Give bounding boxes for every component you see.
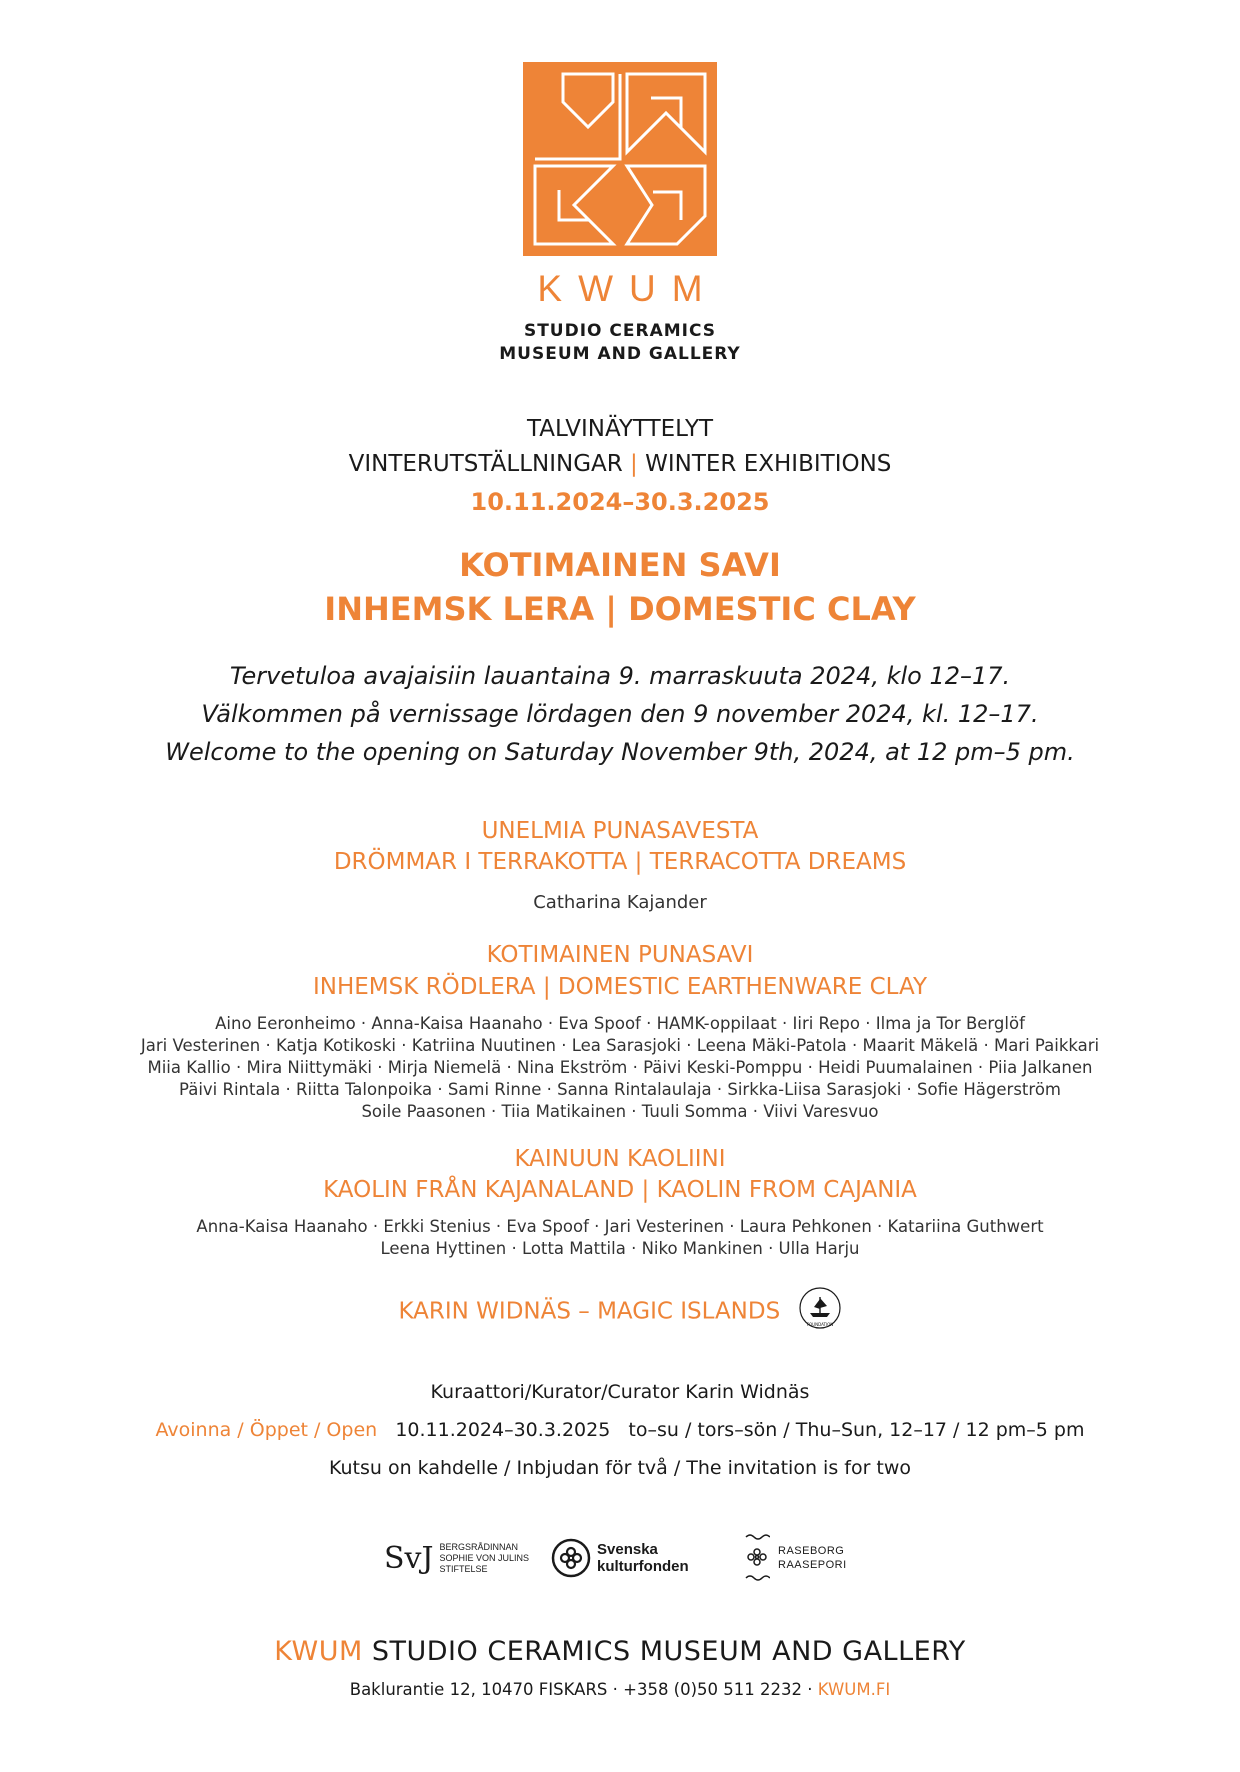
logo bbox=[0, 62, 1240, 260]
seal-text: FOUNDATION bbox=[806, 1322, 833, 1327]
header-english: WINTER EXHIBITIONS bbox=[645, 451, 892, 477]
open-hours: to–su / tors–sön / Thu–Sun, 12–17 / 12 pm–5 pm bbox=[628, 1419, 1085, 1441]
julins-line-2: SOPHIE VON JULINS bbox=[439, 1552, 530, 1563]
raseborg-line-1: RASEBORG bbox=[778, 1545, 845, 1557]
julins-logo-mark: SvJ bbox=[384, 1540, 434, 1576]
exhibition-3-artists-1: Anna-Kaisa Haanaho · Erkki Stenius · Eva Spoof · Jari Vesterinen · Laura Pehkonen · Katariina Guthwert bbox=[196, 1217, 1044, 1236]
ship-seal-icon bbox=[798, 1286, 842, 1330]
raseborg-icon bbox=[744, 1532, 770, 1584]
header-separator: | bbox=[630, 451, 638, 477]
raseborg-line-2: RAASEPORI bbox=[778, 1559, 847, 1571]
welcome-en: Welcome to the opening on Saturday November 9th, 2024, at 12 pm–5 pm. bbox=[165, 738, 1075, 766]
footer-title-rest: STUDIO CERAMICS MUSEUM AND GALLERY bbox=[371, 1636, 966, 1667]
open-dates: 10.11.2024–30.3.2025 bbox=[395, 1419, 611, 1441]
julins-line-1: BERGSRÅDINNAN bbox=[439, 1541, 519, 1552]
exhibition-4-title: KARIN WIDNÄS – MAGIC ISLANDS bbox=[398, 1298, 781, 1325]
logo-subtitle-1: STUDIO CERAMICS bbox=[523, 321, 717, 341]
exhibition-2-artists-2: Jari Vesterinen · Katja Kotikoski · Katriina Nuutinen · Lea Sarasjoki · Leena Mäki-Patola · Maarit Mäkelä · Mari Paikkari bbox=[140, 1036, 1100, 1055]
sponsor-raseborg bbox=[744, 1532, 847, 1584]
exhibition-2-title-1: KOTIMAINEN PUNASAVI bbox=[486, 942, 754, 968]
header-swedish: VINTERUTSTÄLLNINGAR bbox=[348, 451, 623, 477]
footer-address-line bbox=[0, 1680, 1240, 1699]
exhibition-2-artists-3: Miia Kallio · Mira Niittymäki · Mirja Niemelä · Nina Ekström · Päivi Keski-Pomppu · Heidi Puumalainen · Piia Jalkanen bbox=[147, 1058, 1093, 1077]
exhibition-1-title-1: UNELMIA PUNASAVESTA bbox=[481, 818, 759, 844]
footer-brand: KWUM bbox=[274, 1636, 363, 1667]
open-label: Avoinna / Öppet / Open bbox=[155, 1419, 378, 1441]
exhibition-dates: 10.11.2024–30.3.2025 bbox=[470, 488, 770, 516]
curator: Kuraattori/Kurator/Curator Karin Widnäs bbox=[430, 1381, 810, 1403]
kwum-logo-mark bbox=[523, 62, 717, 256]
footer-title bbox=[0, 1636, 1240, 1667]
main-title-1: KOTIMAINEN SAVI bbox=[459, 546, 781, 584]
footer-address: Baklurantie 12, 10470 FISKARS · +358 (0)50 511 2232 · bbox=[349, 1680, 813, 1699]
kulturfonden-line-2: kulturfonden bbox=[597, 1558, 689, 1575]
exhibition-2-artists-1: Aino Eeronheimo · Anna-Kaisa Haanaho · Eva Spoof · HAMK-oppilaat · Iiri Repo · Ilma ja Tor Berglöf bbox=[215, 1014, 1025, 1033]
welcome-sv: Välkommen på vernissage lördagen den 9 november 2024, kl. 12–17. bbox=[201, 700, 1039, 728]
exhibition-3-artists-2: Leena Hyttinen · Lotta Mattila · Niko Mankinen · Ulla Harju bbox=[380, 1239, 860, 1258]
sponsor-kulturfonden bbox=[551, 1532, 689, 1584]
exhibition-4 bbox=[0, 1290, 1240, 1334]
logo-wordmark: KWUM bbox=[537, 268, 719, 309]
julins-line-3: STIFTELSE bbox=[439, 1563, 488, 1574]
header-line-2 bbox=[0, 451, 1240, 477]
main-title-2: INHEMSK LERA | DOMESTIC CLAY bbox=[324, 590, 916, 628]
welcome-fi: Tervetuloa avajaisiin lauantaina 9. marraskuuta 2024, klo 12–17. bbox=[229, 662, 1011, 690]
exhibition-3-title-1: KAINUUN KAOLIINI bbox=[514, 1146, 726, 1172]
kulturfonden-line-1: Svenska bbox=[597, 1541, 658, 1558]
logo-subtitle-2: MUSEUM AND GALLERY bbox=[499, 344, 741, 364]
exhibition-3-title-2: KAOLIN FRÅN KAJANALAND | KAOLIN FROM CAJANIA bbox=[323, 1177, 917, 1203]
exhibition-2-artists-5: Soile Paasonen · Tiia Matikainen · Tuuli Somma · Viivi Varesvuo bbox=[361, 1102, 879, 1121]
kulturfonden-icon bbox=[551, 1538, 591, 1578]
exhibition-2-artists-4: Päivi Rintala · Riitta Talonpoika · Sami Rinne · Sanna Rintalaulaja · Sirkka-Liisa Sarasjoki · Sofie Hägerström bbox=[179, 1080, 1061, 1099]
opening-hours bbox=[0, 1419, 1240, 1441]
sponsor-julins bbox=[384, 1532, 529, 1584]
exhibition-1-title-2: DRÖMMAR I TERRAKOTTA | TERRACOTTA DREAMS bbox=[333, 849, 907, 875]
invitation-note: Kutsu on kahdelle / Inbjudan för två / The invitation is for two bbox=[328, 1457, 912, 1479]
footer-website-link[interactable]: KWUM.FI bbox=[817, 1680, 891, 1699]
header-line-1: TALVINÄYTTELYT bbox=[526, 416, 714, 442]
exhibition-2-title-2: INHEMSK RÖDLERA | DOMESTIC EARTHENWARE CLAY bbox=[312, 974, 928, 1000]
exhibition-1-artist: Catharina Kajander bbox=[533, 892, 707, 913]
